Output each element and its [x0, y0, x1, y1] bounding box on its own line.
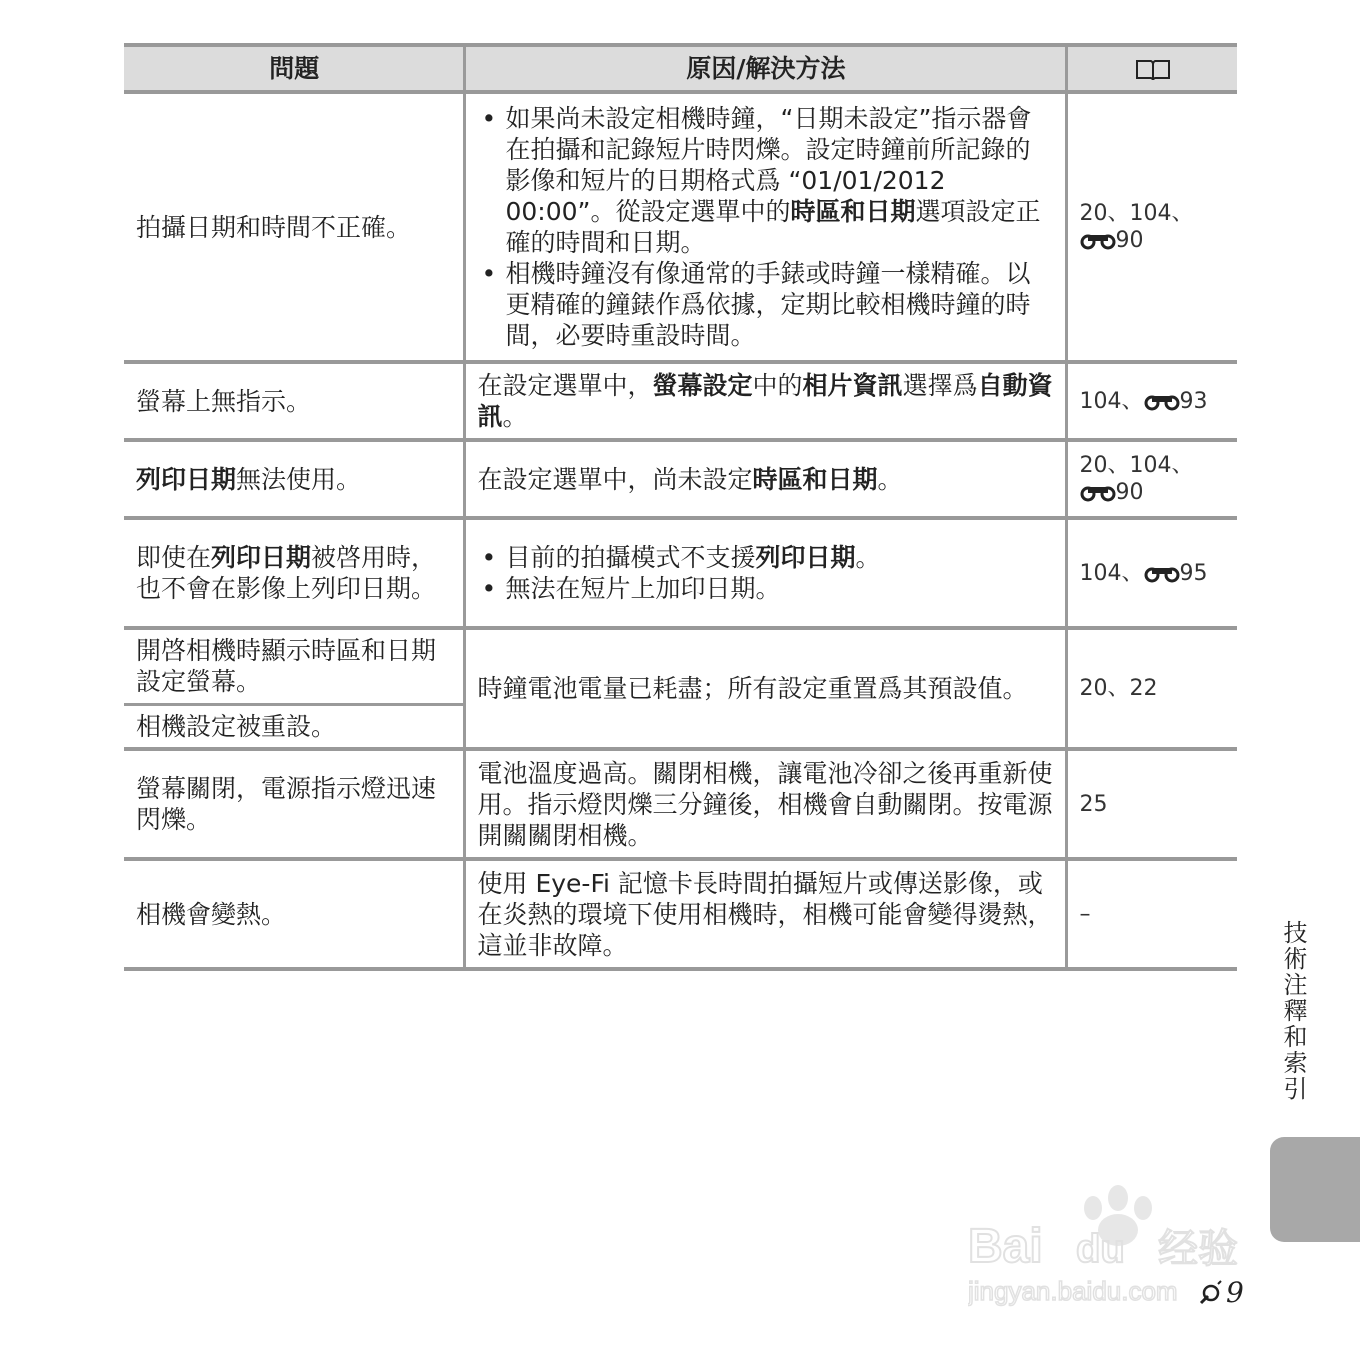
cause-cell: 在設定選單中，螢幕設定中的相片資訊選擇爲自動資訊。 [464, 362, 1066, 440]
cause-cell: 使用 Eye-Fi 記憶卡長時間拍攝短片或傳送影像，或在炎熱的環境下使用相機時，相機可能會變得燙熱，這並非故障。 [464, 859, 1066, 969]
cause-cell [464, 92, 1066, 362]
binocular-icon [1080, 484, 1116, 502]
table-row [124, 92, 1237, 362]
cause-cell: 時鐘電池電量已耗盡；所有設定重置爲其預設值。 [464, 628, 1066, 749]
list-item: • 如果尚未設定相機時鐘，“日期未設定”指示器會在拍攝和記錄短片時閃爍。設定時鐘前所記錄的影像和短片的日期格式爲 “01/01/2012 00:00”。從設定選單中的時區和日期選項設定正確的時間和日期。 [506, 103, 1055, 258]
page-number: 9 [1226, 1276, 1244, 1309]
header-cause: 原因/解決方法 [464, 45, 1066, 92]
table-row [124, 362, 1237, 440]
table-row [124, 749, 1237, 859]
reference-cell: 104、 93 [1066, 362, 1237, 440]
section-tab [1270, 1137, 1360, 1242]
svg-text:经验: 经验 [1158, 1226, 1238, 1272]
list-item: • 目前的拍攝模式不支援列印日期。 [506, 542, 1055, 573]
reference-cell: 20、104、 90 [1066, 92, 1237, 362]
table-row [124, 859, 1237, 969]
cause-cell: 電池溫度過高。關閉相機，讓電池冷卻之後再重新使用。指示燈閃爍三分鐘後，相機會自動關閉。按電源開關關閉相機。 [464, 749, 1066, 859]
binocular-icon [1144, 565, 1180, 583]
problem-cell: 拍攝日期和時間不正確。 [124, 92, 464, 362]
problem-cell: 螢幕關閉，電源指示燈迅速閃爍。 [124, 749, 464, 859]
list-item: • 相機時鐘沒有像通常的手錶或時鐘一樣精確。以更精確的鐘錶作爲依據，定期比較相機時鐘的時間，必要時重設時間。 [506, 258, 1055, 351]
book-icon [1135, 58, 1171, 82]
reference-cell: – [1066, 859, 1237, 969]
cause-cell: 在設定選單中，尚未設定時區和日期。 [464, 440, 1066, 518]
header-problem: 問題 [124, 45, 464, 92]
problem-cell: 即使在列印日期被啓用時，也不會在影像上列印日期。 [124, 518, 464, 628]
reference-cell: 20、22 [1066, 628, 1237, 749]
table-row [124, 628, 1237, 704]
cause-cell [464, 518, 1066, 628]
list-item: • 無法在短片上加印日期。 [506, 573, 1055, 604]
table-row [124, 440, 1237, 518]
problem-cell: 相機會變熱。 [124, 859, 464, 969]
reference-cell: 25 [1066, 749, 1237, 859]
section-side-label: 技術注釋和索引 [1279, 920, 1307, 1102]
binocular-icon [1144, 393, 1180, 411]
problem-cell: 螢幕上無指示。 [124, 362, 464, 440]
troubleshooting-table [124, 43, 1237, 971]
reference-cell: 104、 95 [1066, 518, 1237, 628]
reference-cell: 20、104、 90 [1066, 440, 1237, 518]
header-reference [1066, 45, 1237, 92]
table-header-row [124, 45, 1237, 92]
problem-cell: 相機設定被重設。 [124, 704, 464, 749]
problem-cell: 列印日期無法使用。 [124, 440, 464, 518]
svg-text:jingyan.baidu.com: jingyan.baidu.com [968, 1276, 1178, 1306]
binocular-icon [1080, 232, 1116, 250]
problem-cell: 開啓相機時顯示時區和日期設定螢幕。 [124, 628, 464, 704]
table-row [124, 518, 1237, 628]
svg-text:du: du [1076, 1227, 1125, 1271]
svg-text:Bai: Bai [968, 1220, 1043, 1273]
